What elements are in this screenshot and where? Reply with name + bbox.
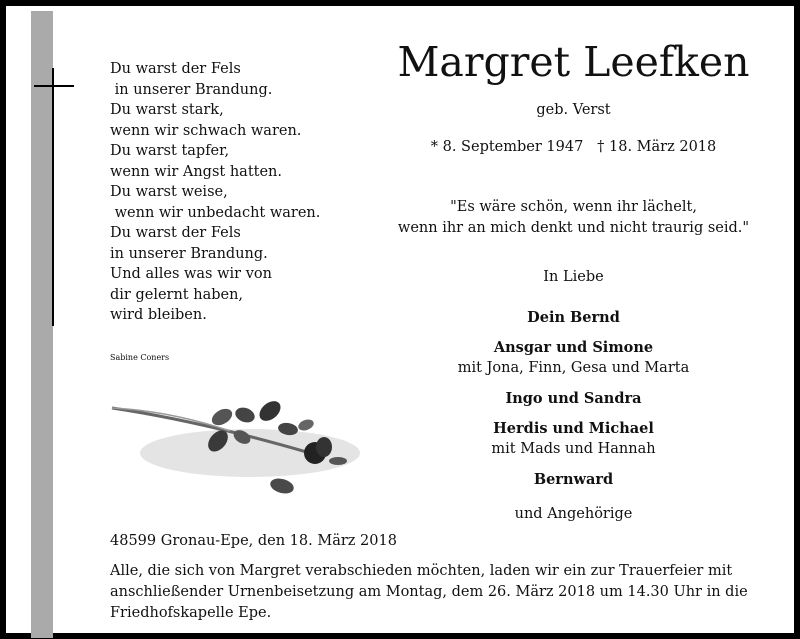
- poem-line: Du warst stark,: [110, 102, 224, 118]
- poem-line: Du warst der Fels: [110, 225, 241, 241]
- mourner-name: Ingo und Sandra: [505, 390, 642, 407]
- poem-line: wenn wir Angst hatten.: [110, 163, 283, 180]
- poem-line: in unserer Brandung.: [110, 245, 268, 262]
- quote: [396, 197, 751, 239]
- mourner-name: Ansgar und Simone: [493, 339, 654, 356]
- quote-line: wenn ihr an mich denkt und nicht traurig seid.": [397, 220, 750, 236]
- poem-line: Du warst weise,: [110, 184, 228, 200]
- rose-image: [110, 391, 360, 506]
- place-date: 48599 Gronau-Epe, den 18. März 2018: [110, 533, 397, 549]
- deceased-name: Margret Leefken: [397, 38, 750, 86]
- poem-line: Du warst tapfer,: [110, 143, 230, 159]
- quote-line: "Es wäre schön, wenn ihr lächelt,: [450, 199, 697, 215]
- poem-line: Du warst der Fels: [110, 61, 241, 77]
- mourner-name: Herdis und Michael: [493, 420, 654, 437]
- family-list: [396, 307, 751, 490]
- poem-line: wenn wir unbedacht waren.: [110, 204, 321, 221]
- relatives-label: und Angehörige: [514, 506, 633, 522]
- born-name: geb. Verst: [536, 102, 611, 118]
- life-dates: * 8. September 1947 † 18. März 2018: [430, 139, 717, 155]
- poem-line: dir gelernt haben,: [110, 286, 244, 303]
- funeral-invitation: Alle, die sich von Margret verabschieden möchten, laden wir ein zur Trauerfeier mit anschließender Urnenbeisetzung am Montag, dem 26. März 2018 um 14.30 Uhr in die Friedhofskapelle Epe.: [110, 563, 748, 621]
- mourner-name: Dein Bernd: [527, 309, 620, 326]
- poem-line: wenn wir schwach waren.: [110, 122, 302, 139]
- poem-line: in unserer Brandung.: [110, 81, 273, 98]
- cross-icon: [34, 68, 74, 328]
- mourner-name: Bernward: [533, 471, 614, 488]
- poem-line: wird bleiben.: [110, 307, 207, 323]
- poem-author: Sabine Coners: [110, 353, 170, 362]
- mourner-children: mit Mads und Hannah: [491, 441, 656, 457]
- in-liebe-label: In Liebe: [543, 269, 604, 285]
- poem: [110, 59, 320, 326]
- poem-line: Und alles was wir von: [110, 266, 272, 282]
- mourner-children: mit Jona, Finn, Gesa und Marta: [457, 360, 690, 376]
